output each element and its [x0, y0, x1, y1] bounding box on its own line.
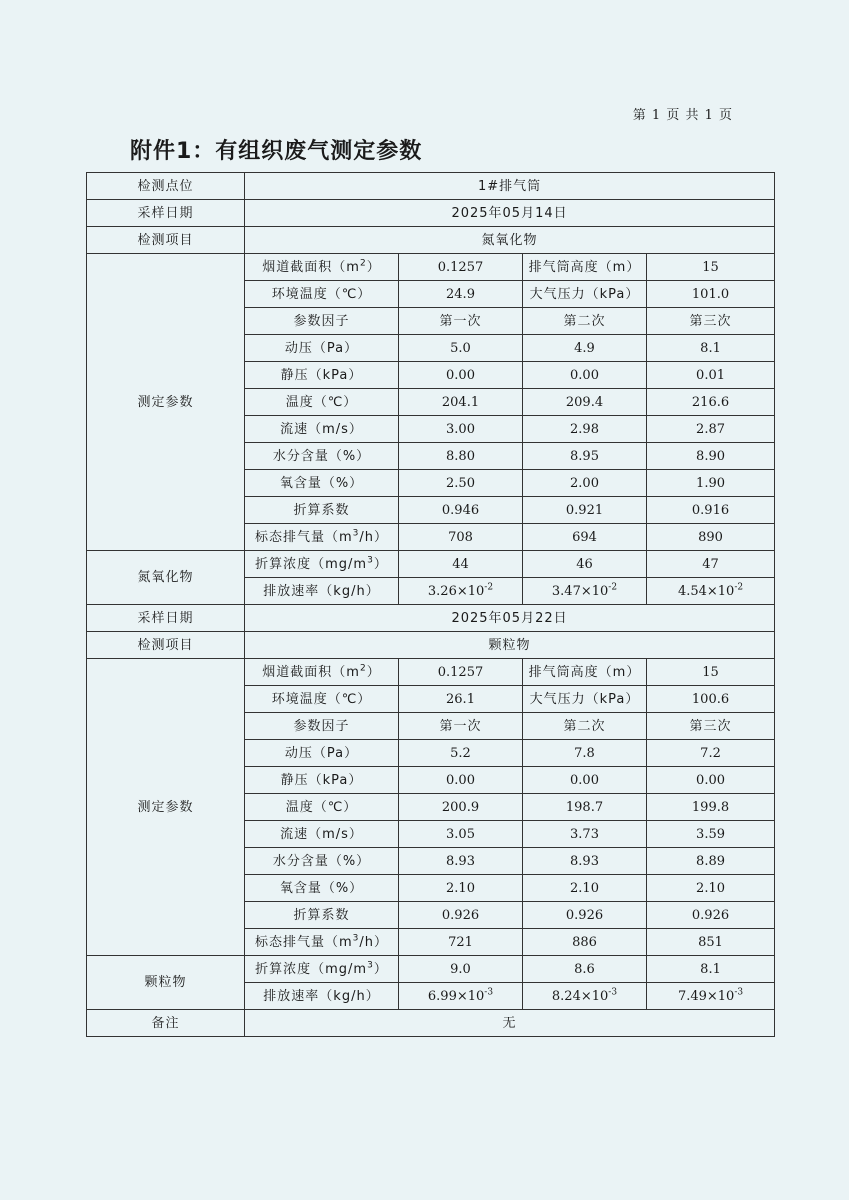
run-2-value: 0.921 [523, 497, 647, 524]
rate-mantissa: 8.24×10 [551, 988, 609, 1004]
param-label: 氧含量（%） [245, 470, 399, 497]
run-3-header: 第三次 [647, 308, 775, 335]
unit-superscript: 2 [359, 258, 367, 269]
unit-superscript: 2 [359, 663, 367, 674]
run-1-header: 第一次 [399, 308, 523, 335]
run-1-value: 2.10 [399, 875, 523, 902]
unit-superscript: 3 [367, 555, 374, 566]
run-2-value: 0.00 [523, 362, 647, 389]
param-label: 氧含量（%） [245, 875, 399, 902]
rate-mantissa: 3.26×10 [427, 583, 485, 599]
run-3-value: 199.8 [647, 794, 775, 821]
run-3-value: 216.6 [647, 389, 775, 416]
ambient-temp-label: 环境温度（℃） [245, 686, 399, 713]
run-3-value: 2.10 [647, 875, 775, 902]
rate-exponent: -2 [608, 582, 618, 593]
flow-label-suffix: /h） [359, 934, 389, 950]
area-label: 烟道截面积$(m^2)$ [245, 659, 399, 686]
run-1-value: 0.926 [399, 902, 523, 929]
run-3-value: 0.916 [647, 497, 775, 524]
sampling-date-label: 采样日期 [87, 605, 245, 632]
area-label: 烟道截面积$(m^2)$ [245, 254, 399, 281]
param-label: 温度（℃） [245, 794, 399, 821]
run-2-value: 46 [523, 551, 647, 578]
area-label-text: 烟道截面积（m [262, 259, 360, 275]
conc-label [245, 551, 399, 578]
emission-rate-label: 排放速率（kg/h） [245, 983, 399, 1010]
run-1-value: 3.00 [399, 416, 523, 443]
run-2-value: 694 [523, 524, 647, 551]
measured-params-label: 测定参数 [87, 254, 245, 551]
param-label: 折算系数 [245, 497, 399, 524]
table-row [87, 227, 775, 254]
sampling-date-value: 2025年05月14日 [245, 200, 775, 227]
run-1-value: 0.00 [399, 767, 523, 794]
rate-mantissa: 3.47×10 [551, 583, 609, 599]
unit-superscript: 3 [352, 528, 360, 539]
param-label: 折算系数 [245, 902, 399, 929]
run-1-value: 721 [399, 929, 523, 956]
run-2-value: 0.00 [523, 767, 647, 794]
run-2-value: 198.7 [523, 794, 647, 821]
pressure-label: 大气压力（kPa） [523, 281, 647, 308]
table-body [87, 173, 775, 1037]
run-1-value: 0.00 [399, 362, 523, 389]
table-row [87, 551, 775, 578]
pollutant-label: 氮氧化物 [87, 551, 245, 605]
run-3-header: 第三次 [647, 713, 775, 740]
run-1-value: 5.0 [399, 335, 523, 362]
run-2-value [523, 983, 647, 1010]
flow-label [245, 524, 399, 551]
ambient-temp-value: 24.9 [399, 281, 523, 308]
param-label: 动压（Pa） [245, 335, 399, 362]
run-2-value: 2.10 [523, 875, 647, 902]
sampling-date-label: 采样日期 [87, 200, 245, 227]
run-1-header: 第一次 [399, 713, 523, 740]
run-3-value: 890 [647, 524, 775, 551]
run-2-value: 4.9 [523, 335, 647, 362]
param-label: 温度（℃） [245, 389, 399, 416]
run-2-value: 0.926 [523, 902, 647, 929]
param-label: 静压（kPa） [245, 362, 399, 389]
remark-value: 无 [245, 1010, 775, 1037]
table-row [87, 632, 775, 659]
run-3-value: 0.00 [647, 767, 775, 794]
rate-mantissa: 6.99×10 [427, 988, 485, 1004]
table-row [87, 1010, 775, 1037]
param-label: 水分含量（%） [245, 848, 399, 875]
run-3-value: 0.926 [647, 902, 775, 929]
rate-mantissa: 4.54×10 [677, 583, 735, 599]
run-3-value [647, 983, 775, 1010]
param-label: 静压（kPa） [245, 767, 399, 794]
stack-height-value: 15 [647, 254, 775, 281]
run-3-value: 0.01 [647, 362, 775, 389]
run-3-value: 8.90 [647, 443, 775, 470]
run-1-value [399, 983, 523, 1010]
page-number: 第 1 页 共 1 页 [632, 108, 733, 123]
run-1-value: 5.2 [399, 740, 523, 767]
flow-label-suffix: /h） [359, 529, 389, 545]
run-3-value: 2.87 [647, 416, 775, 443]
run-3-value: 1.90 [647, 470, 775, 497]
run-1-value: 204.1 [399, 389, 523, 416]
watermark [0, 64, 14, 102]
test-item-value: 颗粒物 [245, 632, 775, 659]
run-1-value: 8.93 [399, 848, 523, 875]
pollutant-label: 颗粒物 [87, 956, 245, 1010]
run-2-value: 886 [523, 929, 647, 956]
emission-params-table [86, 172, 775, 1037]
flow-label-text: 标态排气量（m [254, 934, 353, 950]
pressure-label: 大气压力（kPa） [523, 686, 647, 713]
conc-label-text: 折算浓度（mg/m [255, 961, 368, 977]
run-1-value: 44 [399, 551, 523, 578]
rate-exponent: -2 [484, 582, 494, 593]
run-2-value: 8.6 [523, 956, 647, 983]
rate-exponent: -3 [484, 987, 494, 998]
stack-height-value: 15 [647, 659, 775, 686]
emission-rate-label: 排放速率（kg/h） [245, 578, 399, 605]
run-1-value: 0.946 [399, 497, 523, 524]
area-label-text: 烟道截面积（m [262, 664, 360, 680]
param-label: 流速（m/s） [245, 821, 399, 848]
run-2-value: 8.93 [523, 848, 647, 875]
measured-params-label: 测定参数 [87, 659, 245, 956]
rate-exponent: -3 [608, 987, 618, 998]
stack-height-label: 排气筒高度（m） [523, 254, 647, 281]
table-row [87, 254, 775, 281]
area-value: 0.1257 [399, 254, 523, 281]
run-2-value: 3.73 [523, 821, 647, 848]
run-1-value: 9.0 [399, 956, 523, 983]
factor-header: 参数因子 [245, 713, 399, 740]
run-3-value: 8.1 [647, 956, 775, 983]
table-row [87, 173, 775, 200]
conc-label-suffix: ） [373, 556, 388, 572]
area-value: 0.1257 [399, 659, 523, 686]
ambient-temp-label: 环境温度（℃） [245, 281, 399, 308]
conc-label-text: 折算浓度（mg/m [255, 556, 368, 572]
run-2-header: 第二次 [523, 713, 647, 740]
point-value: 1#排气筒 [245, 173, 775, 200]
pressure-value: 101.0 [647, 281, 775, 308]
run-2-value [523, 578, 647, 605]
rate-mantissa: 7.49×10 [677, 988, 735, 1004]
page-title: 附件1：有组织废气测定参数 [130, 139, 423, 164]
remark-label: 备注 [87, 1010, 245, 1037]
flow-label-text: 标态排气量（m [254, 529, 353, 545]
sampling-date-value: 2025年05月22日 [245, 605, 775, 632]
unit-superscript: 3 [367, 960, 374, 971]
param-label: 水分含量（%） [245, 443, 399, 470]
rate-exponent: -3 [734, 987, 744, 998]
run-1-value: 200.9 [399, 794, 523, 821]
run-3-value: 47 [647, 551, 775, 578]
test-item-label: 检测项目 [87, 227, 245, 254]
factor-header: 参数因子 [245, 308, 399, 335]
run-3-value: 851 [647, 929, 775, 956]
table-row [87, 200, 775, 227]
run-1-value: 2.50 [399, 470, 523, 497]
flow-label [245, 929, 399, 956]
unit-superscript: 3 [352, 933, 360, 944]
table-row [87, 605, 775, 632]
run-2-value: 7.8 [523, 740, 647, 767]
run-1-value: 3.05 [399, 821, 523, 848]
run-1-value [399, 578, 523, 605]
conc-label-suffix: ） [373, 961, 388, 977]
run-3-value [647, 578, 775, 605]
run-2-header: 第二次 [523, 308, 647, 335]
ambient-temp-value: 26.1 [399, 686, 523, 713]
rate-exponent: -2 [734, 582, 744, 593]
run-2-value: 209.4 [523, 389, 647, 416]
run-2-value: 8.95 [523, 443, 647, 470]
table-row [87, 956, 775, 983]
run-3-value: 8.89 [647, 848, 775, 875]
run-2-value: 2.00 [523, 470, 647, 497]
run-3-value: 7.2 [647, 740, 775, 767]
run-3-value: 3.59 [647, 821, 775, 848]
run-3-value: 8.1 [647, 335, 775, 362]
run-1-value: 708 [399, 524, 523, 551]
param-label: 流速（m/s） [245, 416, 399, 443]
stack-height-label: 排气筒高度（m） [523, 659, 647, 686]
run-2-value: 2.98 [523, 416, 647, 443]
point-label: 检测点位 [87, 173, 245, 200]
table-row [87, 659, 775, 686]
param-label: 动压（Pa） [245, 740, 399, 767]
conc-label [245, 956, 399, 983]
test-item-label: 检测项目 [87, 632, 245, 659]
pressure-value: 100.6 [647, 686, 775, 713]
run-1-value: 8.80 [399, 443, 523, 470]
test-item-value: 氮氧化物 [245, 227, 775, 254]
